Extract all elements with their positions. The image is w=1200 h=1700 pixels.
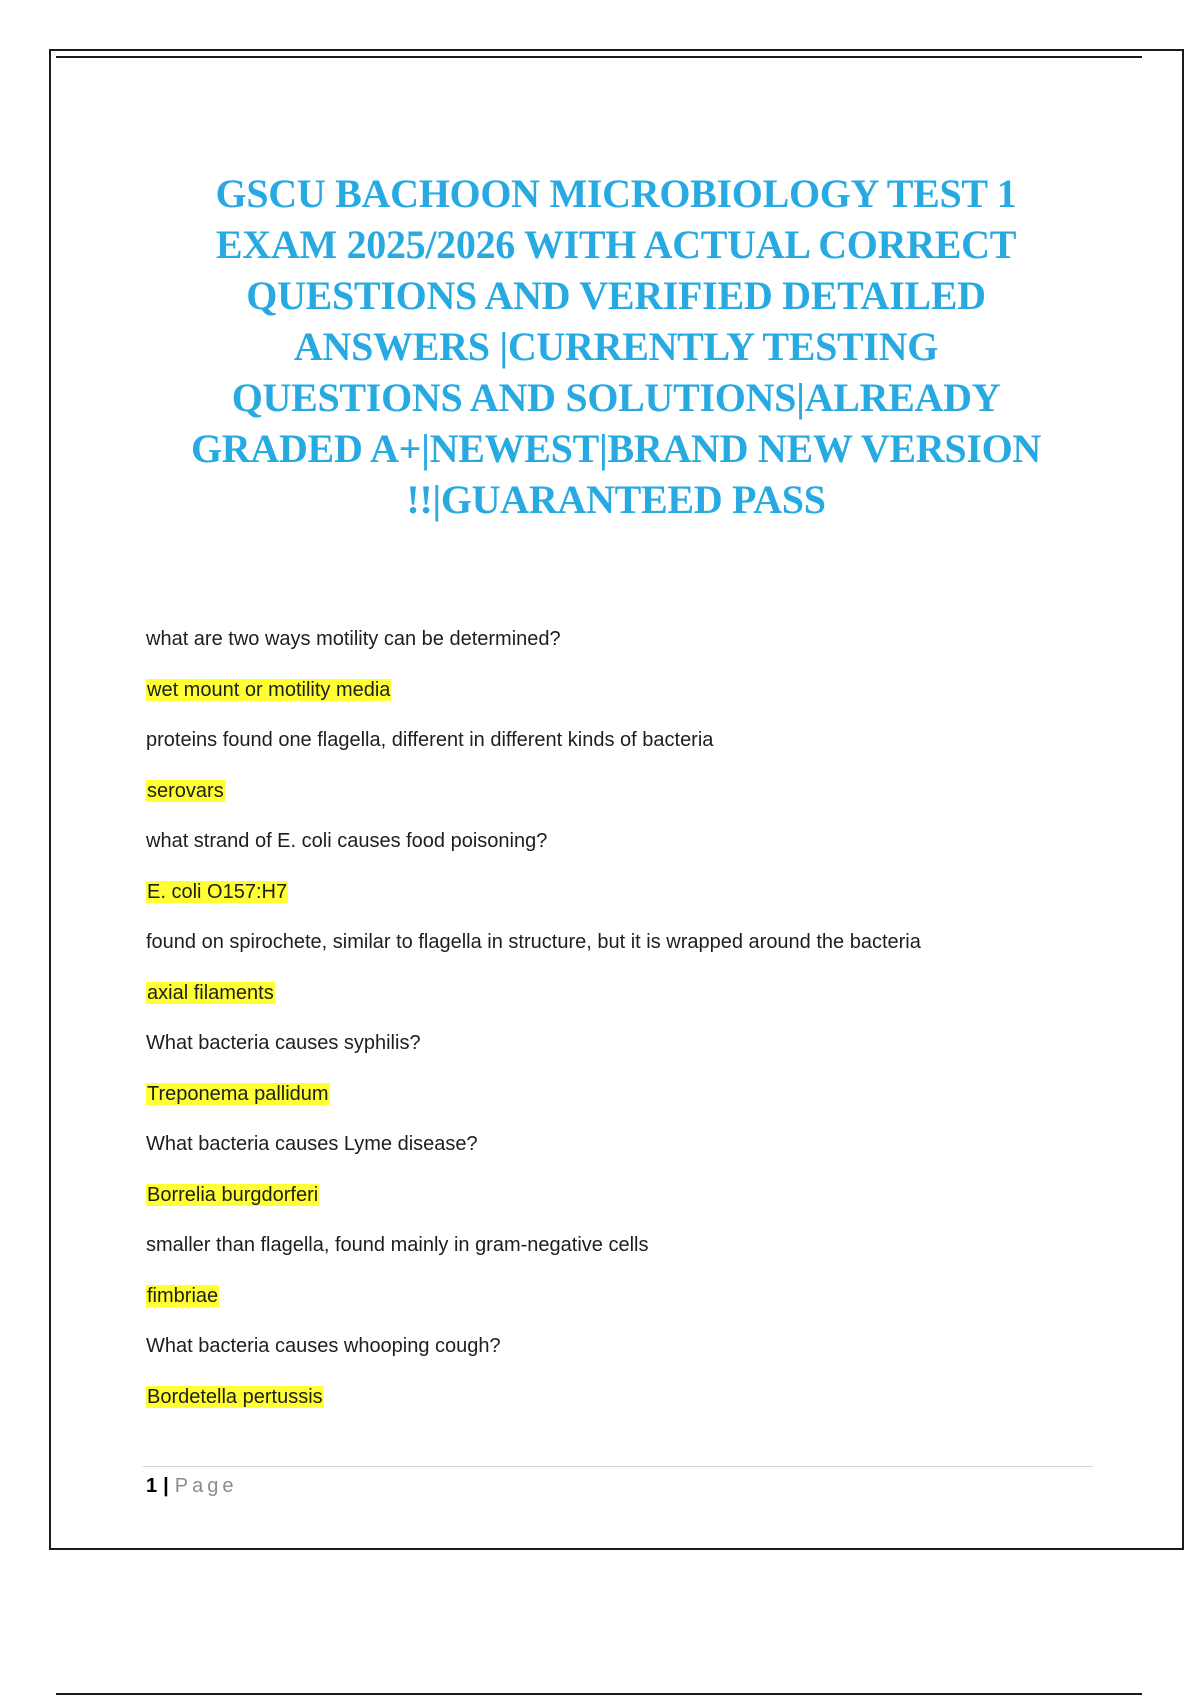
title-line: QUESTIONS AND SOLUTIONS|ALREADY: [231, 375, 1001, 420]
question-text: what strand of E. coli causes food poisoning?: [146, 830, 548, 852]
question-line: [146, 1028, 1106, 1079]
title-line: EXAM 2025/2026 WITH ACTUAL CORRECT: [215, 222, 1017, 267]
question-line: [146, 1331, 1106, 1382]
question-line: [146, 624, 1106, 675]
answer-text: wet mount or motility media: [147, 678, 391, 701]
question-text: What bacteria causes Lyme disease?: [146, 1133, 478, 1155]
answer-text: Treponema pallidum: [147, 1082, 329, 1105]
title-line: !!|GUARANTEED PASS: [406, 477, 826, 522]
footer-separator: |: [163, 1475, 169, 1497]
answer-line: [146, 776, 1106, 827]
question-text: proteins found one flagella, different in different kinds of bacteria: [146, 729, 714, 751]
question-text: what are two ways motility can be determined?: [146, 628, 561, 650]
question-text: found on spirochete, similar to flagella in structure, but it is wrapped around the bacteria: [146, 931, 921, 953]
question-line: [146, 1129, 1106, 1180]
answer-line: [146, 1382, 1106, 1433]
question-text: smaller than flagella, found mainly in gram-negative cells: [146, 1234, 649, 1256]
question-line: [146, 927, 1106, 978]
page-number: 1: [146, 1475, 158, 1497]
answer-text: E. coli O157:H7: [147, 880, 288, 903]
document-title: [130, 168, 1102, 525]
answer-text: axial filaments: [147, 981, 274, 1004]
question-line: [146, 1230, 1106, 1281]
answer-text: Borrelia burgdorferi: [147, 1183, 319, 1206]
question-text: What bacteria causes whooping cough?: [146, 1335, 501, 1357]
answer-text: serovars: [147, 779, 224, 802]
title-line: ANSWERS |CURRENTLY TESTING: [293, 324, 939, 369]
question-line: [146, 725, 1106, 776]
answer-line: [146, 877, 1106, 928]
title-line: QUESTIONS AND VERIFIED DETAILED: [246, 273, 986, 318]
page-footer: [146, 1471, 237, 1501]
answer-line: [146, 1180, 1106, 1231]
top-rule: [56, 56, 1142, 58]
qa-list: [146, 624, 1106, 1432]
page-label: Page: [174, 1475, 238, 1497]
footer-rule: [143, 1466, 1093, 1467]
answer-text: fimbriae: [147, 1284, 219, 1307]
question-text: What bacteria causes syphilis?: [146, 1032, 421, 1054]
title-line: GSCU BACHOON MICROBIOLOGY TEST 1: [215, 171, 1017, 216]
answer-text: Bordetella pertussis: [147, 1385, 323, 1408]
answer-line: [146, 1079, 1106, 1130]
answer-line: [146, 1281, 1106, 1332]
answer-line: [146, 978, 1106, 1029]
title-line: GRADED A+|NEWEST|BRAND NEW VERSION: [190, 426, 1041, 471]
next-page-top-rule: [56, 1693, 1142, 1695]
question-line: [146, 826, 1106, 877]
answer-line: [146, 675, 1106, 726]
